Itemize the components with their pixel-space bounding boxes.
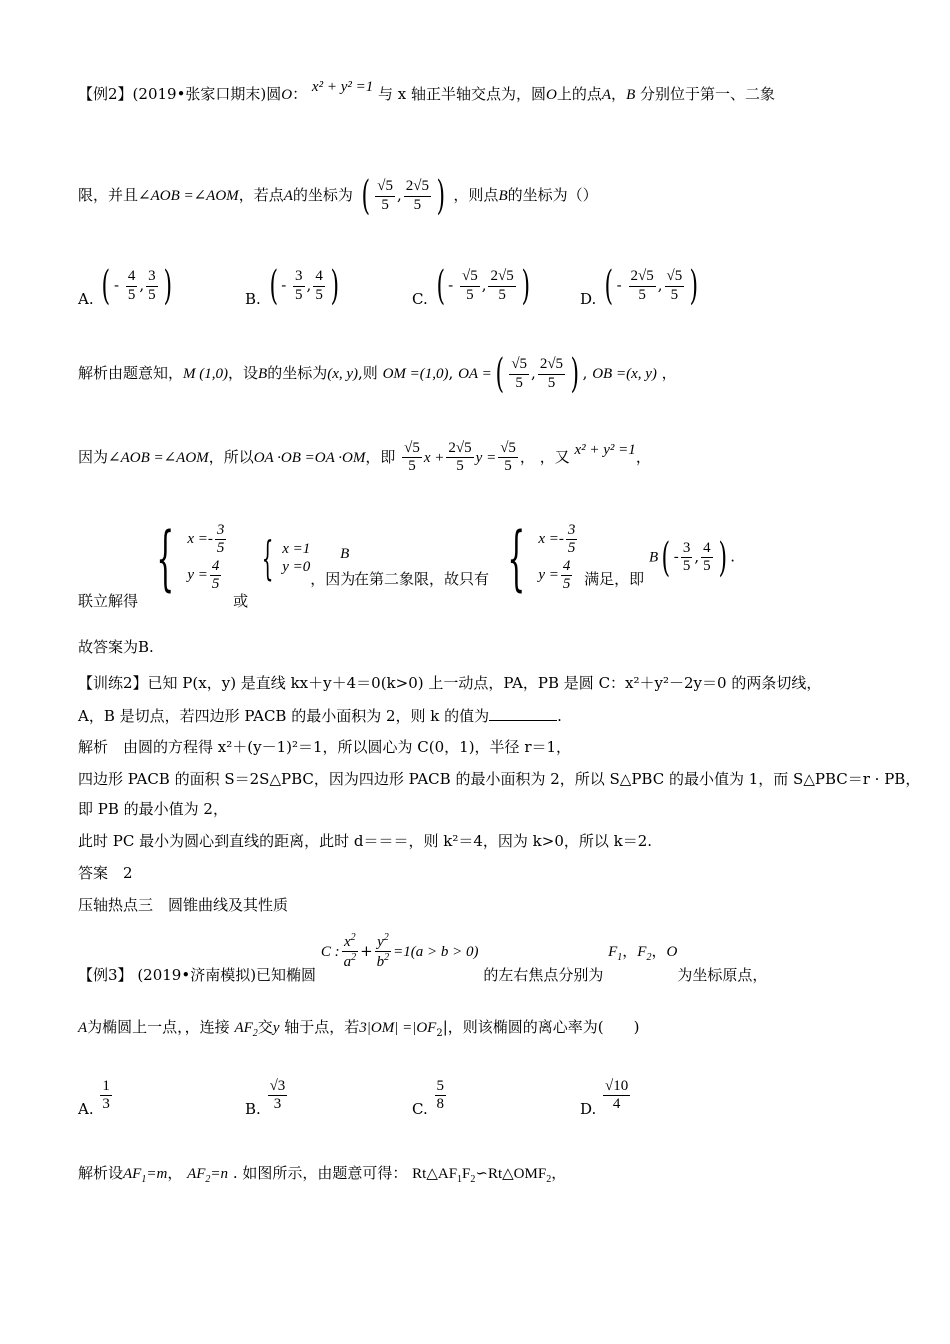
frac [268, 1078, 288, 1114]
train2-sol2: 四边形 PACB 的面积 S＝2S△PBC，因为四边形 PACB 的最小面积为 2，所以 S△PBC 的最小值为 1，而 S△PBC＝r · PB， [78, 770, 921, 788]
alt-x: x =1 [282, 540, 311, 557]
frac [498, 440, 518, 476]
system3 [538, 522, 579, 593]
frac-den: 5 [504, 458, 512, 475]
frac [509, 356, 529, 392]
AF1-letters: AF [123, 1166, 142, 1182]
frac-num: 4 [126, 268, 138, 286]
ex3-option-c [412, 1078, 448, 1118]
frac-den: 5 [670, 286, 679, 303]
frac-den: 5 [562, 575, 571, 592]
frac [460, 268, 480, 304]
paren-right: ) [718, 534, 727, 581]
ex2-sol-line3: 联立解得 { x =- $\frac{3}{5}$ y = $\frac{4}{5}$ 或 { x =1 y =0 ，因为 B 在第二象限，故只有 { x =- $\frac{3}{5}$ y = $\frac{4}{5}$ 满足，即 B( - $\frac{3}{5}$ , $\frac{4}{5}$ ) . [78, 516, 735, 610]
option-label: A. [78, 290, 94, 308]
paren-right: ) [330, 263, 339, 309]
AF2-sol: $AF_2$ [187, 1166, 211, 1185]
vec-OM: OM =(1,0) [382, 366, 449, 382]
frac-den: 3 [268, 1095, 288, 1113]
frac-num: 4 [210, 558, 222, 576]
frac-num: √5 [665, 268, 685, 286]
sol3b: ，因为 [310, 569, 356, 588]
frac-den: 5 [466, 286, 474, 303]
brace: { [261, 530, 274, 585]
eq-y: y = [538, 566, 559, 583]
brace: { [507, 516, 525, 599]
alt-y: y =0 [282, 558, 311, 575]
frac-den: 5 [315, 286, 323, 303]
ex3-sol-end: ， [551, 1164, 567, 1182]
section3-title: 压轴热点三 圆锥曲线及其性质 [78, 896, 289, 914]
frac [100, 1078, 112, 1114]
period: . [730, 547, 735, 566]
ex3-option-d [580, 1078, 632, 1118]
option-label: A. [78, 1099, 94, 1118]
frac-den: 5 [216, 540, 225, 557]
paren-left: ( [604, 263, 614, 309]
var-B-5: B [648, 549, 659, 566]
y-eq: y = [475, 449, 497, 466]
system1 [187, 522, 228, 593]
neg-sign: - [616, 276, 622, 294]
ex2-sol-line2: 因为∠AOB =∠AOM，所以OA ·OB =OA ·OM，即 $\frac{√5}{5}$ x + $\frac{2√5}{5}$ y = $\frac{√5}{5}$ ， ，又 x² + y² =1， [78, 440, 651, 475]
paren-right: ) [436, 173, 446, 219]
frac-num: 2√5 [538, 356, 565, 374]
frac-num: 3 [215, 522, 227, 540]
sol3d: 满足，即 [584, 569, 645, 588]
ex2-source: (2019•张家口期末)圆 [132, 85, 282, 103]
ex2-line2: 限，并且∠AOB =∠AOM，若点A的坐标为 ( $\frac{√5}{5}$ , $\frac{2√5}{5}$ ) ，则点B的坐标为（） [78, 173, 598, 219]
frac-num: √5 [460, 268, 480, 286]
ex2-line1: 【例2】(2019•张家口期末)圆O： x² + y² =1 与 x 轴正半轴交点为，圆O上的点A，B 分别位于第一、二象 [78, 79, 776, 103]
ex3-line1: 【例3】 (2019•济南模拟)已知椭圆 C : $\frac{x^2}{a^2}$ + $\frac{y^2}{b^2}$ =1(a > b > 0) 的左右焦点分别为 $F_1$，$F_2$，O为坐标原点， [78, 932, 768, 984]
neg-sign: - [448, 276, 454, 294]
brace: { [156, 516, 174, 599]
paren-right: ) [689, 263, 699, 309]
train2-answer: 答案 2 [78, 864, 133, 882]
ex2-answer: 故答案为B. [78, 638, 154, 656]
frac-num: 1 [102, 1078, 110, 1094]
var-A-2: A [283, 188, 293, 204]
train2-line1: 【训练2】已知 P(x，y) 是直线 kx＋y＋4＝0(k>0) 上一动点，PA，PB 是圆 C：x²＋y²－2y＝0 的两条切线， [78, 674, 822, 692]
frac-num: √10 [605, 1078, 629, 1094]
ex3-line2c: 轴于点，若 [284, 1018, 360, 1036]
train2-line2 [78, 706, 562, 725]
paren-left: ( [495, 351, 504, 397]
paren-left: ( [661, 534, 671, 581]
vec-OB: OB =(x, y) [592, 366, 657, 382]
eq-m: =m [146, 1166, 168, 1182]
ex3-source: (2019•济南模拟)已知椭圆 [137, 965, 317, 984]
rt-tri-2: ∽Rt△OMF [475, 1166, 547, 1182]
frac-den: 5 [413, 196, 422, 213]
eq-y: y = [187, 566, 208, 583]
neg-sign: - [673, 547, 679, 566]
vec-OA: OA = [458, 366, 492, 382]
frac [665, 268, 685, 304]
frac-num: √3 [269, 1078, 286, 1094]
or-text: 或 [233, 591, 249, 610]
comma: ， [622, 941, 638, 960]
frac [435, 1078, 447, 1114]
ex2-line2c: 的坐标为 [292, 186, 353, 204]
angle-equation: ∠AOB =∠AOM [138, 188, 239, 204]
ex3-solution: 解析设$AF_1=m$， $AF_2=n$ . 如图所示，由题意可得： $Rt\triangle AF_1F_2∽Rt\triangle OMF_2$， [78, 1164, 567, 1185]
angle-eq-2: ∠AOB =∠AOM [108, 449, 209, 466]
frac-num: 2√5 [404, 178, 431, 196]
frac-den: 8 [436, 1096, 444, 1113]
frac-num: √5 [509, 356, 529, 374]
frac-y2-b2: $\frac{y^2}{b^2}$ [376, 932, 390, 971]
paren-right: ) [570, 351, 580, 397]
sol2a: 因为 [78, 447, 109, 466]
frac [146, 268, 158, 304]
frac [488, 268, 515, 304]
ex2-line2a: 限，并且 [78, 186, 139, 204]
frac-num: √5 [402, 440, 422, 458]
coordA-frac2 [404, 178, 431, 214]
frac [215, 522, 227, 558]
F1-letter: F [608, 943, 618, 960]
sol1a: 解析由题意知， [78, 364, 184, 382]
system2 [282, 540, 310, 576]
var-B-2: B [498, 188, 508, 204]
sol1c: 的坐标为 [267, 364, 328, 382]
point-M: M (1,0) [183, 366, 229, 382]
ex2-line2d: ，则点 [453, 186, 499, 204]
var-F1: $F_1$ [608, 943, 623, 963]
frac-num: 2√5 [446, 440, 473, 458]
paren-left: ( [269, 263, 278, 309]
frac-den: 5 [381, 196, 389, 213]
frac-den: 4 [603, 1095, 630, 1113]
ex2-text2: 上的点 [556, 85, 602, 103]
frac-num: √5 [375, 178, 395, 196]
frac [126, 268, 138, 304]
comma2: ， [651, 941, 667, 960]
rt-tri-1: Rt△AF [412, 1166, 458, 1182]
option-label: C. [412, 1099, 428, 1118]
train2-line2-text: A，B 是切点，若四边形 PACB 的最小面积为 2，则 k 的值为 [78, 707, 490, 725]
var-O: O [281, 87, 293, 103]
ex3-line2d: ，则该椭圆的离心率为( ) [447, 1018, 640, 1036]
option-label: B. [245, 1099, 261, 1118]
frac-den: 5 [515, 374, 523, 391]
neg-sign: - [281, 276, 287, 294]
ex2-option-a: A. ( - $\frac{4}{5}$ , $\frac{3}{5}$ ) [78, 263, 172, 309]
frac [566, 522, 578, 558]
train2-sol1: 解析 由圆的方程得 x²＋(y－1)²＝1，所以圆心为 C(0，1)，半径 r＝1， [78, 738, 572, 756]
ex3-text1: 的左右焦点分别为 [483, 965, 604, 984]
ex3-option-a [78, 1078, 114, 1118]
var-B-4: B [340, 545, 350, 562]
frac-num: 5 [436, 1078, 444, 1094]
train2-sol3: 即 PB 的最小值为 2， [78, 800, 228, 818]
dot-eq: OA ·OB =OA ·OM [253, 449, 366, 466]
frac-num: 4 [313, 268, 325, 286]
frac-den: 5 [682, 558, 691, 574]
frac-den: 5 [498, 286, 506, 303]
frac-den: 5 [456, 458, 464, 475]
option-label: D. [580, 290, 597, 308]
option-label: C. [412, 290, 428, 308]
sol2c: ，即 [365, 447, 396, 466]
frac [446, 440, 473, 476]
var-O-3: O [666, 943, 678, 960]
frac-den: 5 [211, 575, 220, 592]
var-A-3: A [78, 1020, 88, 1036]
frac-den: 5 [408, 458, 416, 475]
ex2-option-c: C. ( - $\frac{√5}{5}$ , $\frac{2√5}{5}$ ) [412, 263, 530, 309]
frac-den: 5 [148, 286, 156, 303]
OM-eq: 3|OM| =|OF [359, 1020, 437, 1036]
train2-sol4: 此时 PC 最小为圆心到直线的距离，此时 d＝＝＝，则 k²＝4，因为 k>0，所以 k＝2. [78, 832, 653, 850]
AF1: $AF_1$ [123, 1166, 147, 1185]
ex2-option-d: D. ( - $\frac{2√5}{5}$ , $\frac{√5}{5}$ ) [580, 263, 699, 309]
frac [681, 540, 693, 576]
neg-sign: - [114, 276, 120, 294]
frac-num: 3 [681, 540, 693, 558]
frac [402, 440, 422, 476]
answer-blank [489, 706, 557, 721]
ex2-line2e: 的坐标为（） [507, 186, 598, 204]
var-B: B [626, 87, 636, 103]
ex2-option-b: B. ( - $\frac{3}{5}$ , $\frac{4}{5}$ ) [245, 263, 339, 309]
eq-x: x =- [187, 531, 213, 548]
frac [313, 268, 325, 304]
ellipse-C: C : [320, 943, 340, 960]
ex3-text3: 为坐标原点， [677, 965, 768, 984]
similar-triangles: $Rt\triangle AF_1F_2∽Rt\triangle OMF_2$ [412, 1166, 552, 1185]
paren-left: ( [361, 173, 370, 219]
frac [629, 268, 656, 304]
ex3-sol-a: 解析设 [78, 1164, 124, 1182]
frac-num: 3 [566, 522, 578, 540]
var-A: A [601, 87, 612, 103]
ex2-tag: 【例2】 [78, 85, 133, 103]
frac-den: 5 [638, 286, 646, 303]
frac-den: 5 [295, 286, 303, 303]
sol2d: ，又 [539, 447, 570, 466]
frac [603, 1078, 630, 1114]
ex3-line2: A为椭圆上一点，，连接 $AF_2$交y 轴于点，若$3|OM| =|OF_2|$，则该椭圆的离心率为( ) [78, 1018, 640, 1039]
AF2-letters: AF [187, 1166, 206, 1182]
option-label: D. [580, 1099, 597, 1118]
paren-left: ( [436, 263, 445, 309]
F2-letter: F [637, 943, 647, 960]
ex3-sol-b: . 如图所示，由题意可得： [232, 1164, 408, 1182]
paren-right: ) [521, 263, 530, 309]
sol3c: 在第二象限，故只有 [354, 569, 490, 588]
ex2-text1: 与 x 轴正半轴交点为，圆 [378, 85, 547, 103]
frac [701, 540, 713, 576]
frac-den: 3 [102, 1096, 110, 1113]
frac [210, 558, 222, 594]
paren-left: ( [101, 263, 111, 309]
frac-den: 5 [703, 558, 711, 574]
train2-line2-end: . [557, 707, 562, 725]
ellipse-cond: =1(a > b > 0) [393, 943, 479, 960]
var-F2: $F_2$ [637, 943, 652, 963]
frac-den: 5 [567, 540, 576, 557]
frac-num: 2√5 [629, 268, 656, 286]
AF2-letters: AF [234, 1020, 253, 1036]
frac-num: 4 [701, 540, 713, 558]
frac-num: 4 [561, 558, 573, 576]
sol2end: ， [635, 447, 651, 466]
xy: (x, y) [327, 366, 359, 382]
circle-eq-2: x² + y² =1 [574, 441, 636, 458]
var-y: y [272, 1020, 280, 1036]
frac-x2-a2: $\frac{x^2}{a^2}$ [343, 932, 357, 971]
paren-right: ) [163, 263, 172, 309]
colon: ： [292, 85, 308, 103]
var-O-2: O [546, 87, 557, 103]
frac-num: 3 [293, 268, 305, 286]
frac-num: 3 [146, 268, 158, 286]
sol1d: ,则 [358, 364, 378, 382]
ex3-tag: 【例3】 [78, 965, 133, 984]
frac [293, 268, 305, 304]
ex2-sol-line1: 解析由题意知，M (1,0)，设B的坐标为(x, y),则 OM =(1,0), OA =( $\frac{√5}{5}$ , $\frac{2√5}{5}$ ) , OB =(x, y) ， [78, 351, 677, 397]
sol1b: ，设 [228, 364, 259, 382]
frac-num: √5 [498, 440, 518, 458]
frac [561, 558, 573, 594]
ex2-text3: 分别位于第一、二象 [640, 85, 776, 103]
option-label: B. [245, 290, 261, 308]
sol2b: ，所以 [208, 447, 254, 466]
ex3-option-b [245, 1078, 289, 1118]
ex3-line2b: 为椭圆上一点，，连接 [87, 1018, 230, 1036]
coordA-frac1 [375, 178, 395, 214]
jiao: 交 [257, 1018, 273, 1036]
frac-den: 5 [547, 374, 556, 391]
var-B-3: B [258, 366, 268, 382]
x-plus: x + [423, 449, 445, 466]
frac [538, 356, 565, 392]
AF2: $AF_2$ [234, 1020, 258, 1039]
eq-x: x =- [538, 531, 564, 548]
eq-n: =n [210, 1166, 229, 1182]
frac-den: 5 [127, 286, 136, 303]
frac-num: 2√5 [488, 268, 515, 286]
sol3a: 联立解得 [78, 591, 139, 610]
ex2-line2b: ，若点 [238, 186, 284, 204]
circle-equation: x² + y² =1 [311, 79, 374, 95]
